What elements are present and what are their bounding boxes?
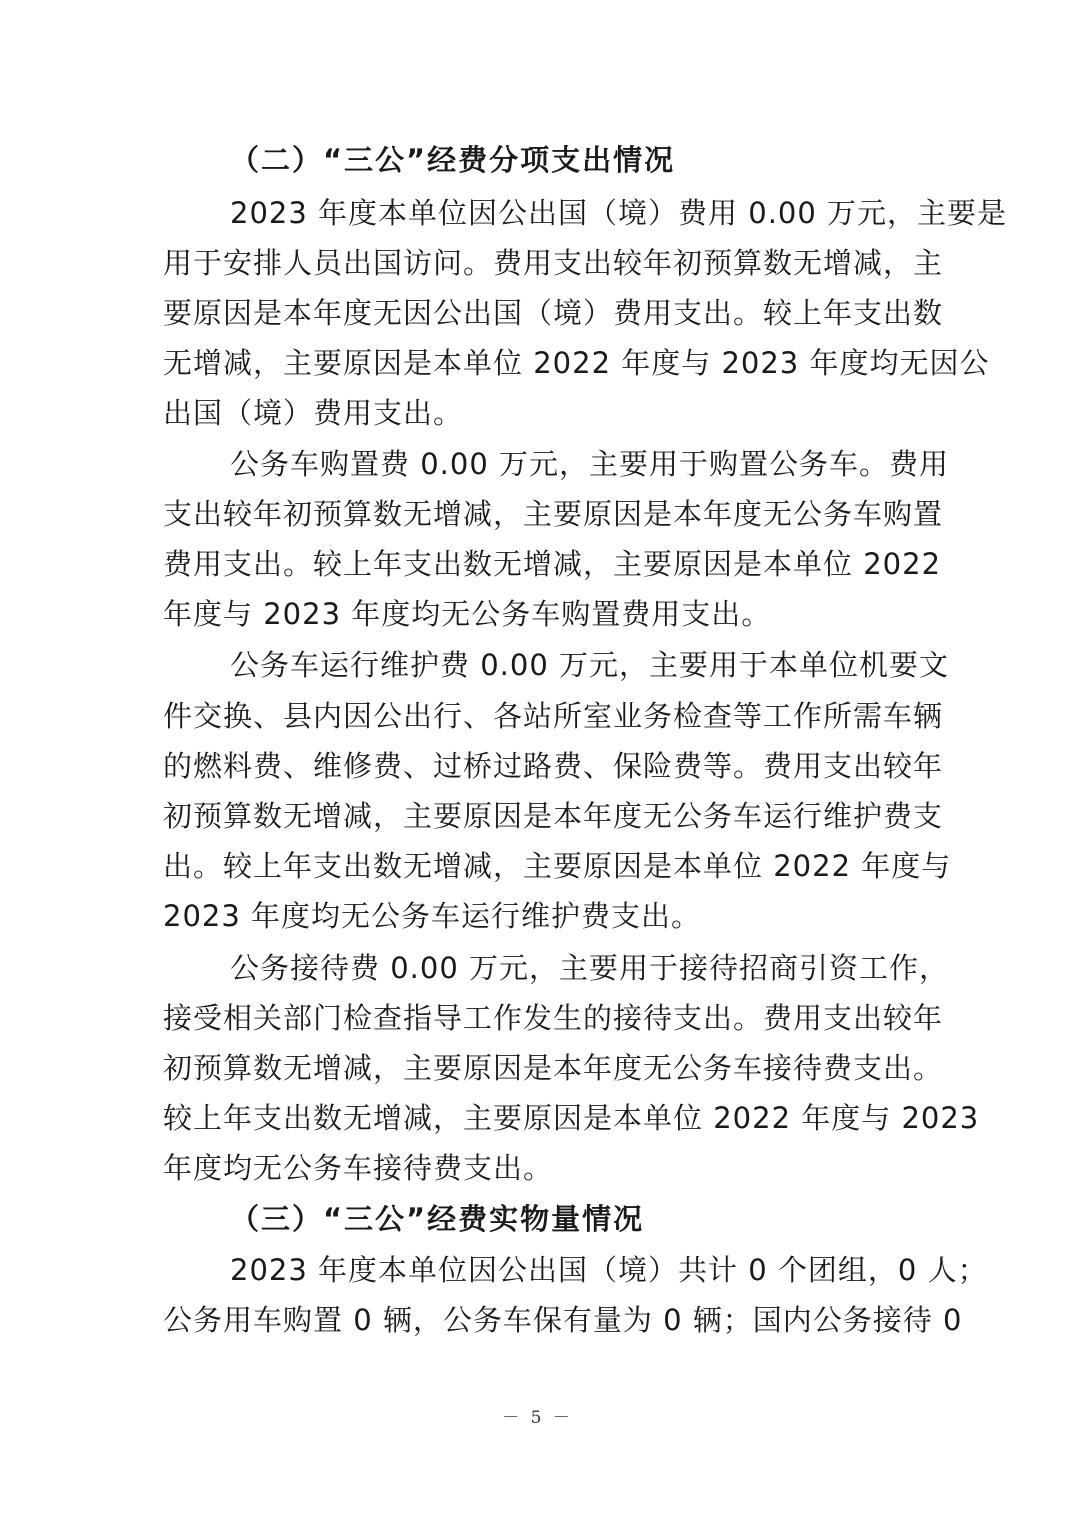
page-number: － 5 － xyxy=(502,1408,573,1428)
paragraph-line: 2023 年度本单位因公出国（境）共计 0 个团组，0 人； xyxy=(230,1253,988,1287)
paragraph-line: 无增减，主要原因是本单位 2022 年度与 2023 年度均无因公 xyxy=(163,346,990,380)
paragraph-line: 公务车购置费 0.00 万元，主要用于购置公务车。费用 xyxy=(230,447,950,481)
paragraph-line: 公务接待费 0.00 万元，主要用于接待招商引资工作， xyxy=(230,951,950,985)
paragraph-line: 支出较年初预算数无增减，主要原因是本年度无公务车购置 xyxy=(163,497,944,531)
paragraph-line: 2023 年度本单位因公出国（境）费用 0.00 万元，主要是 xyxy=(230,196,1008,230)
paragraph-line: 出。较上年支出数无增减，主要原因是本单位 2022 年度与 xyxy=(163,849,952,883)
paragraph-line: 初预算数无增减，主要原因是本年度无公务车运行维护费支 xyxy=(163,799,944,833)
section-heading-physical-quantity: （三）“三公”经费实物量情况 xyxy=(230,1202,645,1236)
paragraph-line: 的燃料费、维修费、过桥过路费、保险费等。费用支出较年 xyxy=(163,749,944,783)
paragraph-line: 年度均无公务车接待费支出。 xyxy=(163,1151,554,1185)
paragraph-line: 年度与 2023 年度均无公务车购置费用支出。 xyxy=(163,597,772,631)
paragraph-line: 费用支出。较上年支出数无增减，主要原因是本单位 2022 xyxy=(163,547,942,581)
paragraph-line: 要原因是本年度无因公出国（境）费用支出。较上年支出数 xyxy=(163,296,944,330)
section-heading-expenditure-items: （二）“三公”经费分项支出情况 xyxy=(230,143,676,177)
paragraph-line: 初预算数无增减，主要原因是本年度无公务车接待费支出。 xyxy=(163,1051,944,1085)
paragraph-line: 接受相关部门检查指导工作发生的接待支出。费用支出较年 xyxy=(163,1001,944,1035)
paragraph-line: 2023 年度均无公务车运行维护费支出。 xyxy=(163,899,702,933)
paragraph-line: 出国（境）费用支出。 xyxy=(163,396,464,430)
paragraph-line: 公务车运行维护费 0.00 万元，主要用于本单位机要文 xyxy=(230,648,950,682)
paragraph-line: 较上年支出数无增减，主要原因是本单位 2022 年度与 2023 xyxy=(163,1101,980,1135)
paragraph-line: 用于安排人员出国访问。费用支出较年初预算数无增减，主 xyxy=(163,246,944,280)
paragraph-line: 件交换、县内因公出行、各站所室业务检查等工作所需车辆 xyxy=(163,699,944,733)
paragraph-line: 公务用车购置 0 辆，公务车保有量为 0 辆；国内公务接待 0 xyxy=(163,1303,963,1337)
